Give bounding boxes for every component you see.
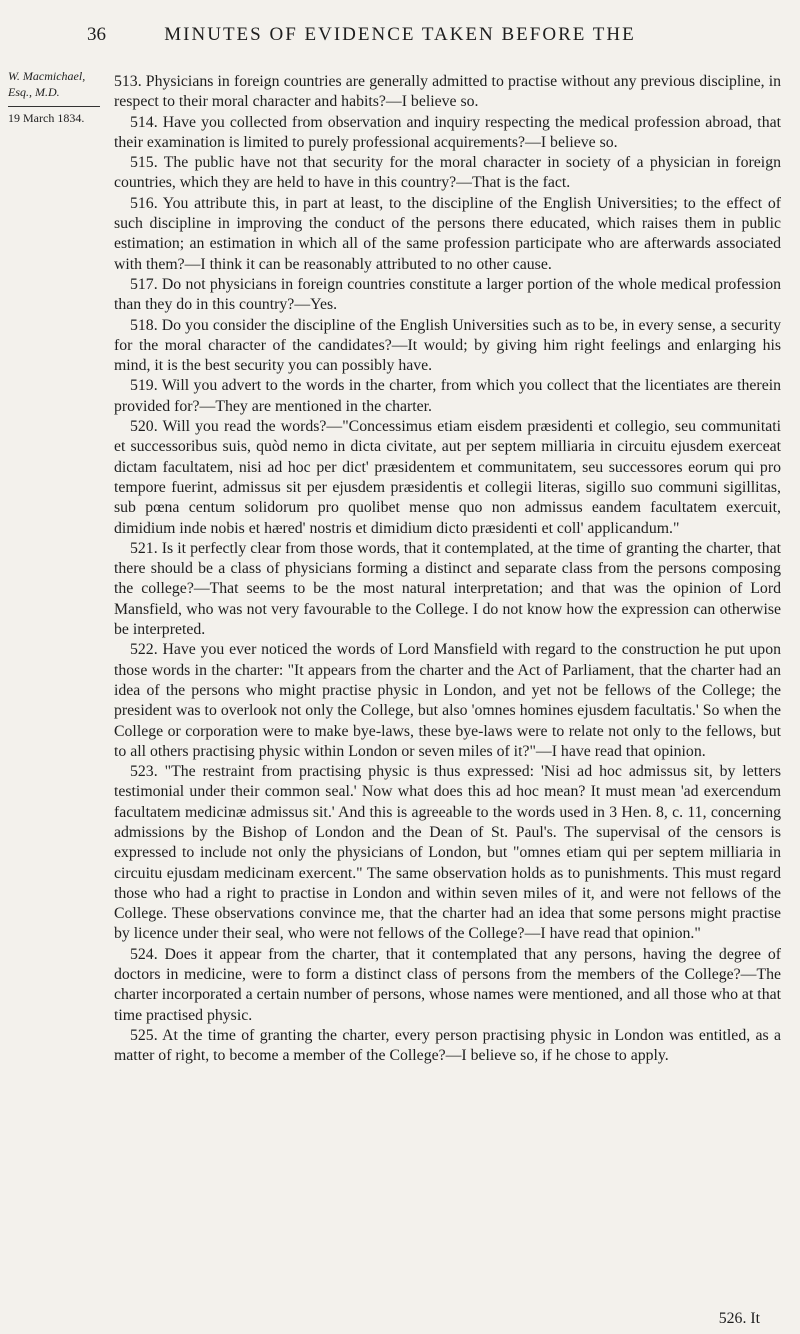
- paragraph-515: 515. The public have not that security for the moral character in society of a physician in foreign countries, which they are held to have in this country?—That is the fact.: [114, 154, 781, 192]
- witness-name: W. Macmichael,: [8, 69, 86, 83]
- witness-title: Esq., M.D.: [8, 84, 60, 99]
- paragraph-516: 516. You attribute this, in part at least, to the discipline of the English Universities; to the effect of such discipline in improving the conduct of the persons there educated, which raises them in public estimation; an estimation in which all of the same profession participate who are afterwards associated with them?—I think it can be reasonably attributed to no other cause.: [114, 194, 781, 273]
- paragraph-519: 519. Will you advert to the words in the charter, from which you collect that the licentiates are therein provided for?—They are mentioned in the charter.: [114, 377, 781, 415]
- margin-date: 19 March 1834.: [8, 111, 85, 125]
- paragraph-523: 523. "The restraint from practising physic is thus expressed: 'Nisi ad hoc admissus sit, by letters testimonial under their common seal.' Now what does this ad hoc mean? It must mean 'ad exercendum facultatem medicinæ admissus sit.' And this is agreeable to the words used in 3 Hen. 8, c. 11, concerning admissions by the Bishop of London and the Dean of St. Paul's. The supervisal of the censors is expressed to include not only the physicians of London, but "omnes etiam qui per septem milliaria in circuitu ejusdam medicinam exercent." The same observation holds as to punishments. This must regard those who had a right to practise in London and within seven miles of it, and were not fellows of the College. These observations convince me, that the charter had an idea that some persons might practise by licence under their seal, who were not fellows of the College?—I have read that opinion.": [114, 763, 781, 943]
- body-text: [114, 72, 781, 1067]
- paragraph-517: 517. Do not physicians in foreign countries constitute a larger portion of the whole medical profession than they do in this country?—Yes.: [114, 275, 781, 314]
- page-number: 36: [87, 24, 106, 45]
- paragraph-524: 524. Does it appear from the charter, that it contemplated that any persons, having the degree of doctors in medicine, were to form a distinct class of persons from the members of the College?—The charter incorporated a certain number of persons, whose names were mentioned, and all those who at that time practised physic.: [114, 945, 781, 1024]
- running-head: [0, 24, 800, 46]
- margin-note: [8, 69, 104, 127]
- paragraph-513: 513. Physicians in foreign countries are generally admitted to practise without any previous discipline, in respect to their moral character and habits?—I believe so.: [114, 73, 781, 111]
- paragraph-521: 521. Is it perfectly clear from those words, that it contemplated, at the time of granting the charter, that there should be a class of physicians forming a distinct and separate class from the persons composing the college?—That seems to be the most natural interpretation; and that was the opinion of Lord Mansfield, who was not very favourable to the College. I do not know how the expression can otherwise be interpreted.: [114, 539, 781, 639]
- paragraph-525: 525. At the time of granting the charter, every person practising physic in London was entitled, as a matter of right, to become a member of the College?—I believe so, if he chose to apply.: [114, 1026, 781, 1065]
- page-title: MINUTES OF EVIDENCE TAKEN BEFORE THE: [164, 24, 636, 45]
- catchword: 526. It: [718, 1310, 760, 1327]
- paragraph-514: 514. Have you collected from observation and inquiry respecting the medical profession abroad, that their examination is limited to purely professional acquirements?—I believe so.: [114, 113, 781, 151]
- paragraph-518: 518. Do you consider the discipline of the English Universities such as to be, in every sense, a security for the moral character of the candidates?—It would; by giving him right feelings and enlarging his mind, it is the best security you can possibly have.: [114, 316, 781, 375]
- paragraph-522: 522. Have you ever noticed the words of Lord Mansfield with regard to the construction he put upon those words in the charter: "It appears from the charter and the Act of Parliament, that the charter had an idea of the persons who might practise physic in London, and yet not be fellows of the College; the president was to overlook not only the College, but also 'omnes homines ejusdem facultatis.' So when the College or corporation were to make bye-laws, these bye-laws were to relate not only to the fellows, but to all others practising physic within London or seven miles of it?"—I have read that opinion.: [114, 641, 781, 760]
- margin-rule: [8, 106, 100, 107]
- paragraph-520: 520. Will you read the words?—"Concessimus etiam eisdem præsidenti et collegio, seu communitati et successoribus suis, quòd nemo in dicta civitate, aut per septem milliaria in circuitu ejusdem exerceat dictam facultatem, nisi ad hoc per dict' præsidentem et communitatem, seu successores eorum qui pro tempore fuerint, admissus sit per ejusdem præsidentis et collegii literas, sigillo suo communi sigillitas, sub pœna centum solidorum pro quolibet mense quo non admissus eandem facultatem exercuit, dimidium inde nobis et hæred' nostris et dimidium dicto præsidenti et coll' applicandum.": [114, 418, 781, 537]
